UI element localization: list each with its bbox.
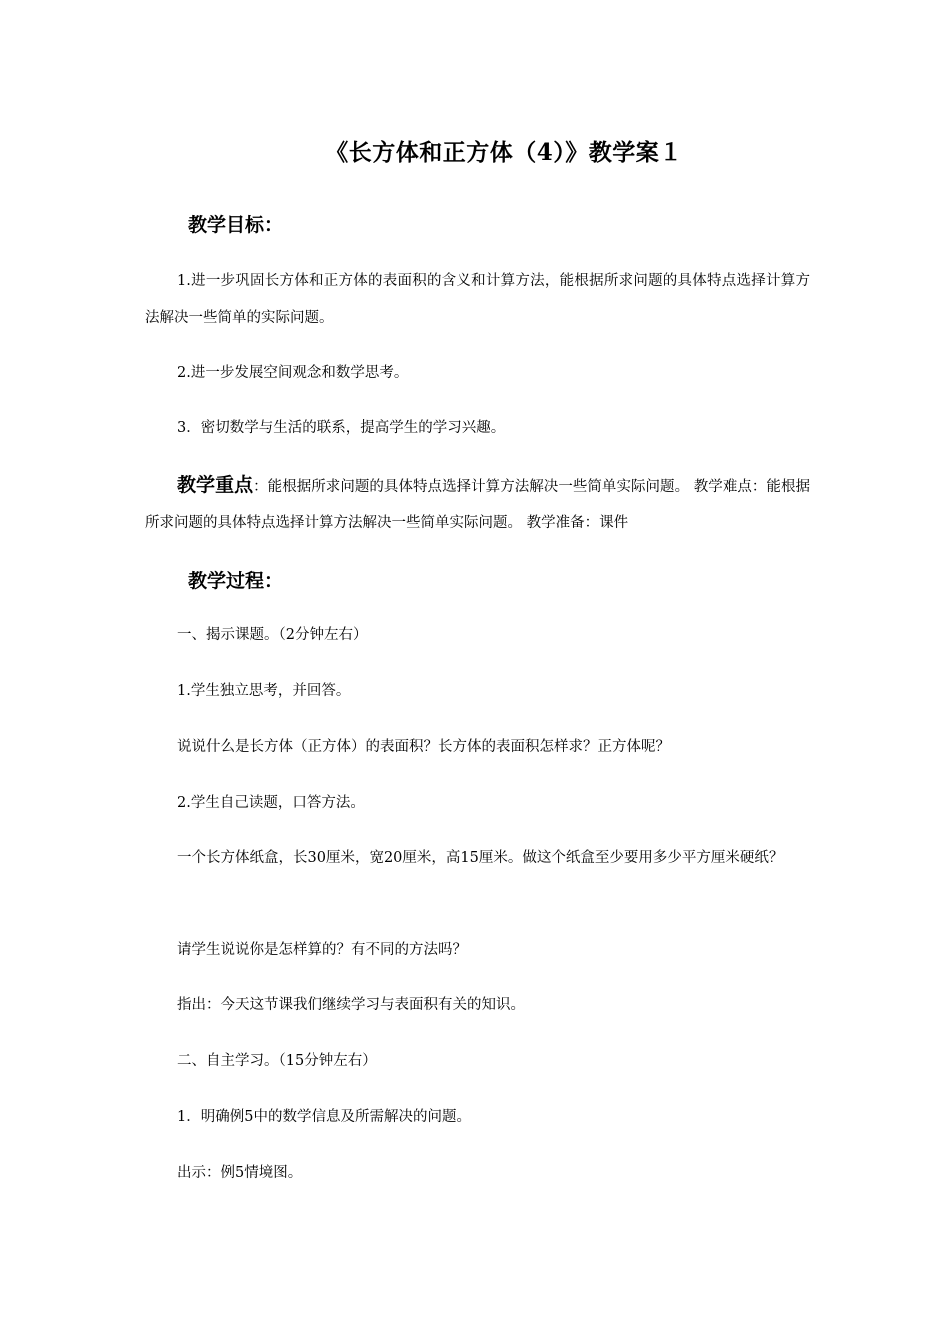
process-step-8: 二、自主学习。（15分钟左右） bbox=[177, 1053, 377, 1069]
objectives-heading: 教学目标： bbox=[188, 214, 284, 236]
key-points-paragraph bbox=[145, 467, 810, 541]
process-heading: 教学过程： bbox=[188, 570, 284, 592]
process-step-4: 2.学生自己读题，口答方法。 bbox=[177, 795, 365, 811]
process-step-1: 一、揭示课题。（2分钟左右） bbox=[177, 627, 368, 643]
key-points-text: ：能根据所求问题的具体特点选择计算方法解决一些简单实际问题。 教学难点：能根据所求问题的具体特点选择计算方法解决一些简单实际问题。 教学准备：课件 bbox=[145, 479, 810, 531]
objective-item-1: 1.进一步巩固长方体和正方体的表面积的含义和计算方法，能根据所求问题的具体特点选择计算方法解决一些简单的实际问题。 bbox=[145, 273, 810, 326]
process-step-7: 指出：今天这节课我们继续学习与表面积有关的知识。 bbox=[177, 997, 525, 1013]
process-step-3: 说说什么是长方体（正方体）的表面积？长方体的表面积怎样求？正方体呢？ bbox=[177, 739, 670, 755]
process-step-9: 1．明确例5中的数学信息及所需解决的问题。 bbox=[177, 1109, 471, 1125]
key-points-heading: 教学重点 bbox=[177, 474, 254, 496]
document-title: 《长方体和正方体（4）》教学案１ bbox=[325, 139, 683, 166]
process-step-5: 一个长方体纸盒，长30厘米，宽20厘米，高15厘米。做这个纸盒至少要用多少平方厘米硬纸？ bbox=[177, 850, 784, 866]
process-step-6: 请学生说说你是怎样算的？有不同的方法吗？ bbox=[177, 942, 467, 958]
process-step-10: 出示：例5情境图。 bbox=[177, 1165, 303, 1181]
process-step-2: 1.学生独立思考，并回答。 bbox=[177, 683, 351, 699]
objective-item-3: 3．密切数学与生活的联系，提高学生的学习兴趣。 bbox=[177, 420, 506, 436]
objective-item-2: 2.进一步发展空间观念和数学思考。 bbox=[177, 365, 409, 381]
